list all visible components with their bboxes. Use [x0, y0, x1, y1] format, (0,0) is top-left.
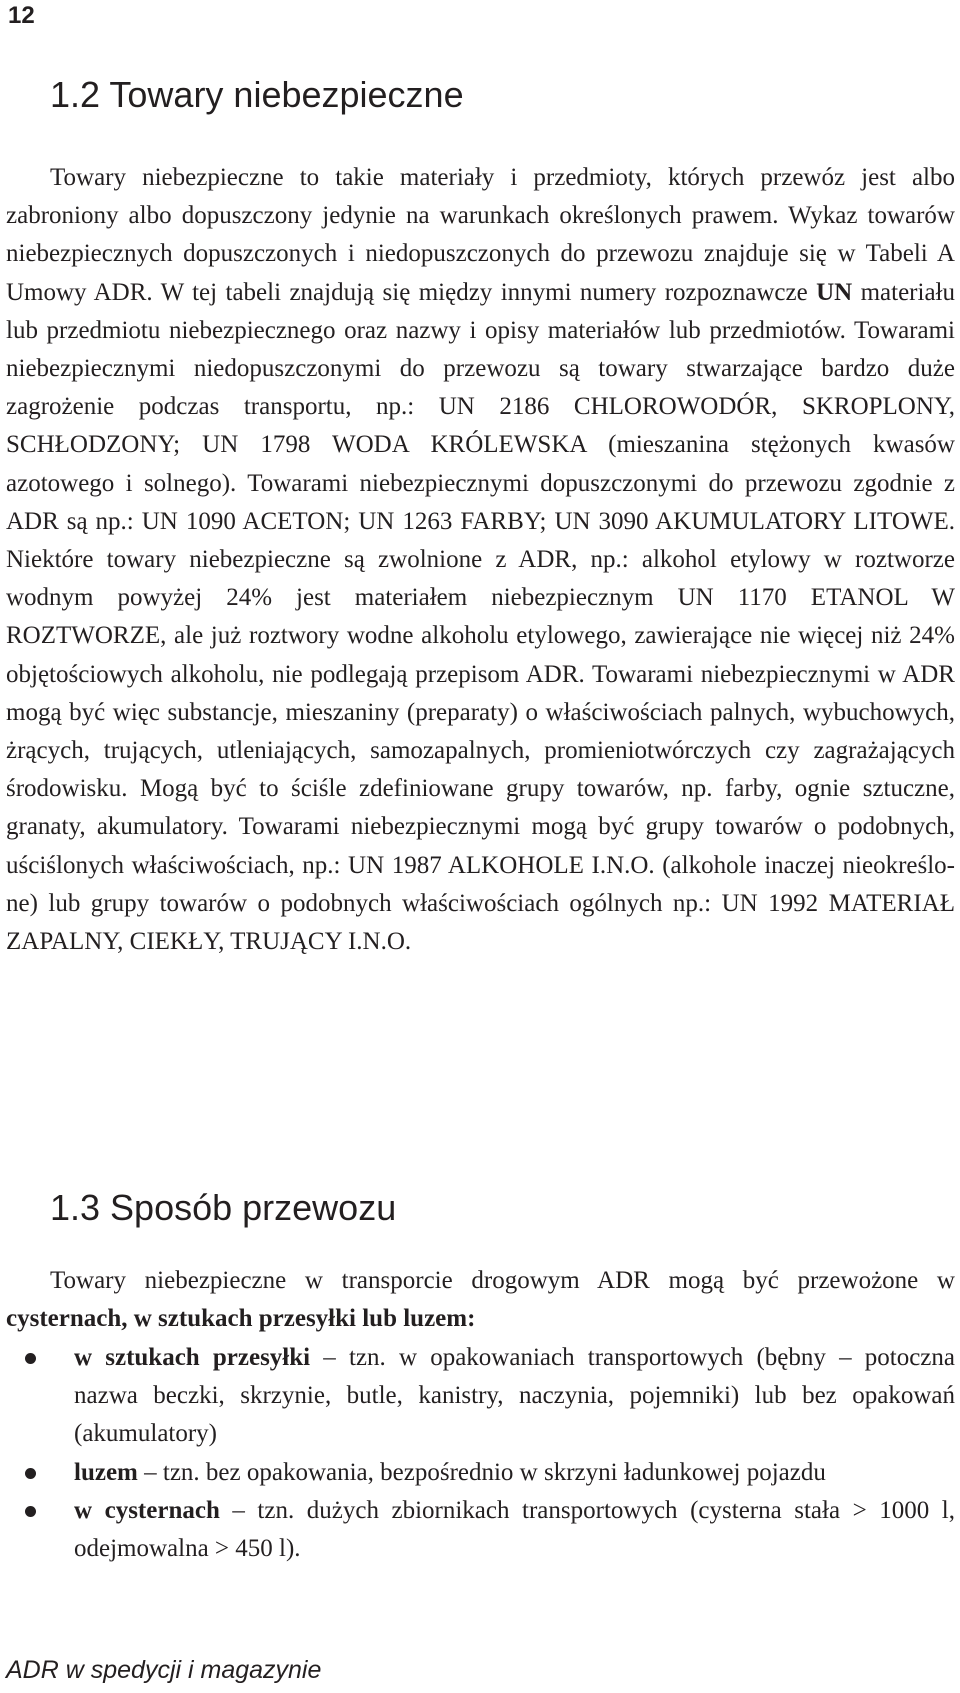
bullet-icon [25, 1506, 36, 1517]
bold-phrase: cysternach, w sztukach przesyłki lub luzem: [6, 1305, 476, 1333]
list-item [6, 1339, 955, 1454]
list-item-term: w cysternach [74, 1496, 220, 1524]
section-heading-towary-niebezpieczne: 1.2 Towary niebezpieczne [50, 74, 464, 115]
list-item-text: – tzn. w opakowaniach transportowych (bębny – potoczna nazwa beczki, skrzynie, butle, kanistry, naczynia, pojemniki) lub bez opakowań (akumulatory) [74, 1344, 956, 1448]
list-item-text: – tzn. dużych zbiornikach transportowych (cysterna stała > 1000 l, odejmowalna > 450 l). [74, 1496, 955, 1563]
section-heading-sposob-przewozu: 1.3 Sposób przewozu [50, 1187, 397, 1228]
paragraph-sposob-przewozu [6, 1262, 955, 1338]
bullet-icon [25, 1468, 36, 1479]
bullet-icon [25, 1353, 36, 1364]
list-item [6, 1454, 955, 1492]
list-item-text: – tzn. bez opakowania, bezpośrednio w skrzyni ładunkowej pojazdu [137, 1458, 826, 1486]
paragraph-text: materiału lub przedmiotu niebezpiecznego oraz nazwy i opisy materiałów lub przedmiotów. Towarami niebezpiecznymi niedopuszczonymi do przewozu są towary stwarzające bardzo duże zagrożenie podczas transportu, np.: UN 2186 CHLOROWODÓR, SKROPLONY, SCHŁODZONY; UN 1798 WODA KRÓLEWSKA (mieszanina stężonych kwasów azotowego i solnego). Towarami niebezpiecznymi dopuszczonymi do przewozu zgodnie z ADR są np.: UN 1090 ACETON; UN 1263 FARBY; UN 3090 AKUMULATORY LITOWE. Niektóre towary niebezpieczne są zwolnione z ADR, np.: alkohol etylowy w roztworze wodnym powyżej 24% jest materiałem niebezpiecznym UN 1170 ETANOL W ROZTWORZE, ale już roztwory wodne alkoholu etylowego, zawierające nie więcej niż 24% objętościowych alkoholu, nie podlegają przepisom ADR. Towarami niebezpiecznymi w ADR mogą być więc substancje, mieszaniny (preparaty) o właściwościach palnych, wybuchowych, żrących, trujących, utleniających, samozapalnych, promieniotwórczych czy zagrażających środowisku. Mogą być to ściśle zdefiniowane grupy towarów, np. farby, ognie sztuczne, granaty, akumulatory. Towarami niebezpiecznymi mogą być grupy towarów o podobnych, uściślonych właściwościach, np.: UN 1987 ALKOHOLE I.N.O. (alkohole inaczej nieokreślone) lub grupy towarów o podobnych właściwościach ogólnych np.: UN 1992 MATERIAŁ ZAPALNY, CIEKŁY, TRUJĄCY I.N.O. [6, 278, 955, 956]
un-term: UN [816, 278, 853, 306]
paragraph-towary-niebezpieczne [6, 159, 955, 961]
paragraph-text: Towary niebezpieczne to takie materiały i przedmioty, których przewóz jest albo zabroniony albo dopuszczony jedynie na warunkach określonych prawem. Wykaz towarów niebezpiecznych dopuszczonych i niedopuszczonych do przewozu znajduje się w Tabeli A Umowy ADR. W tej tabeli znajdują się między innymi numery rozpoznawcze [6, 164, 955, 306]
page-number: 12 [8, 2, 35, 29]
list-item [6, 1492, 955, 1568]
list-item-term: luzem [74, 1458, 138, 1486]
running-footer: ADR w spedycji i magazynie [6, 1656, 322, 1684]
list-item-term: w sztukach przesyłki [74, 1344, 311, 1371]
transport-methods-list [6, 1339, 955, 1568]
paragraph-text: Towary niebezpieczne w transporcie drogowym ADR mogą być przewożone w [50, 1267, 955, 1294]
